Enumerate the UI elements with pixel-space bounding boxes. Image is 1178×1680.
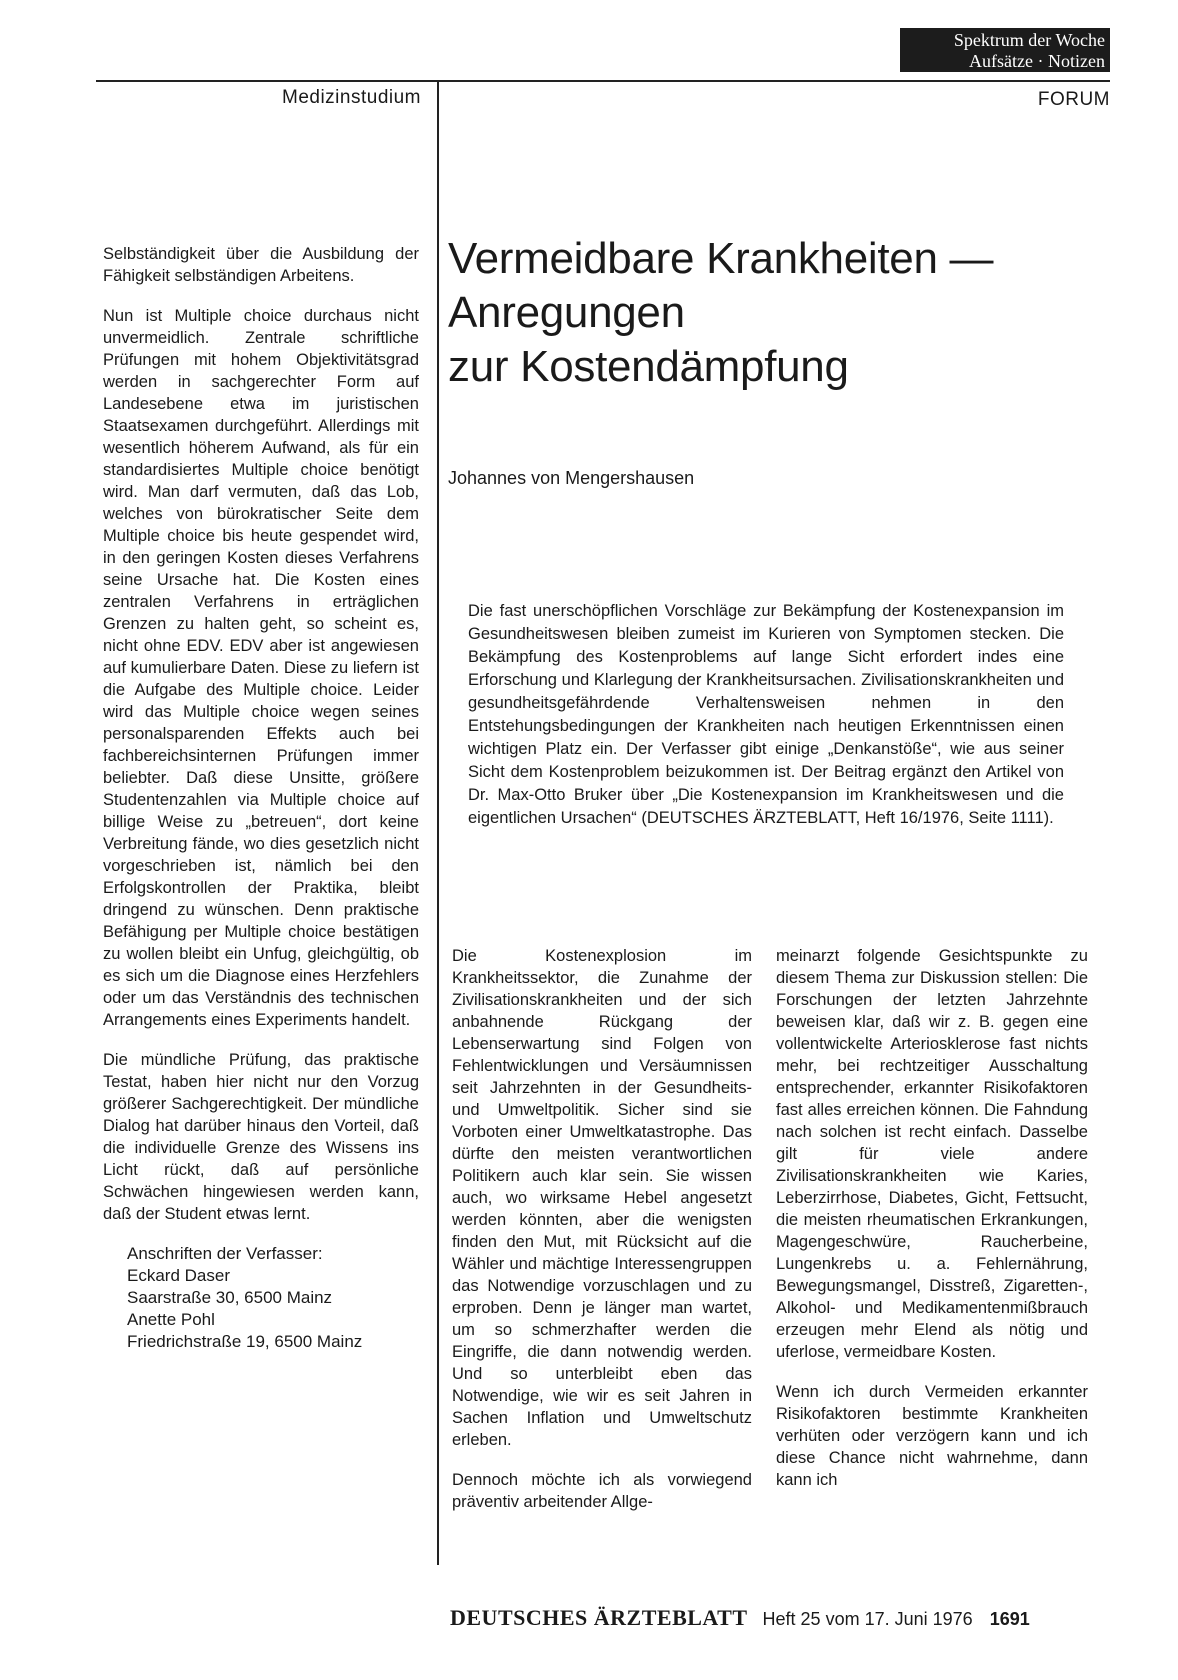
author-addresses bbox=[127, 1243, 419, 1353]
header-rule bbox=[96, 80, 1110, 82]
article-col1-paragraph-1: Die Kostenexplosion im Krankheitssektor, die Zunahme der Zivilisationskrankheiten und der sich anbahnende Rückgang der Lebenserwartung sind Folgen von Fehlentwicklungen und Versäumnissen seit Jahrzehnten in der Gesundheits- und Umweltpolitik. Sicher sind sie Vorboten einer Umweltkatastrophe. Das dürfte den meisten verantwortlichen Politikern auch klar sein. Sie wissen auch, wo wirksame Hebel angesetzt werden könnten, aber die wenigsten finden den Mut, mit Rücksicht auf die Wähler und mächtige Interessengruppen das Notwendige vorzuschlagen und zu erproben. Denn je länger man wartet, um so schmerzhafter werden die Eingriffe, die dann notwendig werden. Und so unterbleibt eben das Notwendige, wie wir es seit Jahren in Sachen Inflation und Umweltschutz erleben. bbox=[452, 947, 752, 1449]
address-street-1: Saarstraße 30, 6500 Mainz bbox=[127, 1288, 333, 1307]
article-title bbox=[448, 232, 1108, 394]
section-label-left: Medizinstudium bbox=[282, 87, 421, 108]
article-col2-paragraph-2: Wenn ich durch Vermeiden erkannter Risikofaktoren bestimmte Krankheiten verhüten oder verzögern kann und ich diese Chance nicht wahrnehme, dann kann ich bbox=[776, 1383, 1088, 1489]
address-label: Anschriften der Verfasser: bbox=[127, 1244, 323, 1263]
title-line-1: Vermeidbare Krankheiten — bbox=[448, 234, 994, 283]
address-street-2: Friedrichstraße 19, 6500 Mainz bbox=[127, 1332, 363, 1351]
article-abstract: Die fast unerschöpflichen Vorschläge zur Bekämpfung der Kostenexpansion im Gesundheitswesen bleiben zumeist im Kurieren von Symptomen stecken. Die Bekämpfung des Kostenproblems auf lange Sicht erfordert indes eine Erforschung und Klarlegung der Krankheitsursachen. Zivilisationskrankheiten und gesundheitsgefährdende Verhaltensweisen nehmen in den Entstehungsbedingungen der Krankheiten nach heutigen Erkenntnissen einen wichtigen Platz ein. Der Verfasser gibt einige „Denkanstöße“, wie aus seiner Sicht dem Kostenproblem beizukommen ist. Der Beitrag ergänzt den Artikel von Dr. Max-Otto Bruker über „Die Kostenexpansion im Krankheitswesen und die eigentlichen Ursachen“ (DEUTSCHES ÄRZTEBLATT, Heft 16/1976, Seite 1111). bbox=[468, 602, 1064, 827]
article-col1-paragraph-2: Dennoch möchte ich als vorwiegend präventiv arbeitender Allge- bbox=[452, 1471, 752, 1511]
title-line-3: zur Kostendämpfung bbox=[448, 342, 849, 391]
badge-line-2: Aufsätze · Notizen bbox=[969, 51, 1105, 71]
left-paragraph-3: Die mündliche Prüfung, das praktische Testat, haben hier nicht nur den Vorzug größerer Sachgerechtigkeit. Der mündliche Dialog hat darüber hinaus den Vorteil, daß die individuelle Grenze des Wissens ins Licht rückt, daß auf persönliche Schwächen hingewiesen werden kann, daß der Student etwas lernt. bbox=[103, 1051, 419, 1223]
column-divider bbox=[437, 80, 439, 1565]
title-line-2: Anregungen bbox=[448, 288, 685, 337]
article-col2-paragraph-1: meinarzt folgende Gesichtspunkte zu diesem Thema zur Diskussion stellen: Die Forschungen der letzten Jahrzehnte beweisen klar, daß wir z. B. gegen eine vollentwickelte Arteriosklerose fast nichts mehr, bei rechtzeitiger Ausschaltung entsprechender, erkannter Risikofaktoren fast alles erreichen können. Die Fahndung nach solchen ist recht einfach. Dasselbe gilt für viele andere Zivilisationskrankheiten wie Karies, Leberzirrhose, Diabetes, Gicht, Fettsucht, die meisten rheumatischen Erkrankungen, Magengeschwüre, Raucherbeine, Lungenkrebs u. a. Fehlernährung, Bewegungsmangel, Disstreß, Zigaretten-, Alkohol- und Medikamentenmißbrauch erzeugen mehr Elend als nötig und uferlose, vermeidbare Kosten. bbox=[776, 947, 1088, 1361]
left-column bbox=[103, 243, 419, 1353]
article-column-2 bbox=[776, 945, 1088, 1509]
article-author: Johannes von Mengershausen bbox=[448, 468, 695, 488]
left-paragraph-1: Selbständigkeit über die Ausbildung der Fähigkeit selbständigen Arbeitens. bbox=[103, 245, 419, 285]
badge-line-1: Spektrum der Woche bbox=[953, 30, 1105, 50]
section-label-right: FORUM bbox=[1037, 89, 1110, 110]
article-column-1 bbox=[452, 945, 752, 1531]
page-footer bbox=[450, 1605, 1110, 1631]
journal-name: DEUTSCHES ÄRZTEBLATT bbox=[450, 1605, 748, 1630]
address-name-1: Eckard Daser bbox=[127, 1266, 230, 1285]
left-paragraph-2: Nun ist Multiple choice durchaus nicht unvermeidlich. Zentrale schriftliche Prüfungen mit hohem Objektivitätsgrad werden in sachgerechter Form auf Landesebene etwa im juristischen Staatsexamen durchgeführt. Allerdings mit wesentlich höherem Aufwand, als für ein standardisiertes Multiple choice benötigt wird. Man darf vermuten, daß das Lob, welches von bürokratischer Seite dem Multiple choice bis heute gespendet wird, in den geringen Kosten dieses Verfahrens seine Ursache hat. Die Kosten eines zentralen Verfahrens in erträglichen Grenzen zu halten geht, so scheint es, nicht ohne EDV. EDV aber ist angewiesen auf kumulierbare Daten. Diese zu liefern ist die Aufgabe des Multiple choice. Leider wird das Multiple choice wegen seines personalsparenden Effekts auch bei fachbereichsinternen Prüfungen immer beliebter. Daß diese Unsitte, größere Studentenzahlen via Multiple choice auf billige Weise zu „betreuen“, dort keine Verbreitung fände, wo dies gesetzlich nicht vorgeschrieben ist, nämlich bei den Erfolgskontrollen der Praktika, bleibt dringend zu wünschen. Denn praktische Befähigung per Multiple choice bestätigen zu wollen bleibt ein Unfug, gleichgültig, ob es sich um die Diagnose eines Herzfehlers oder um das Verständnis des technischen Arrangements eines Experiments handelt. bbox=[103, 307, 419, 1029]
address-name-2: Anette Pohl bbox=[127, 1310, 215, 1329]
page-number: 1691 bbox=[989, 1609, 1030, 1629]
section-badge bbox=[900, 28, 1110, 72]
issue-info: Heft 25 vom 17. Juni 1976 bbox=[762, 1609, 973, 1629]
